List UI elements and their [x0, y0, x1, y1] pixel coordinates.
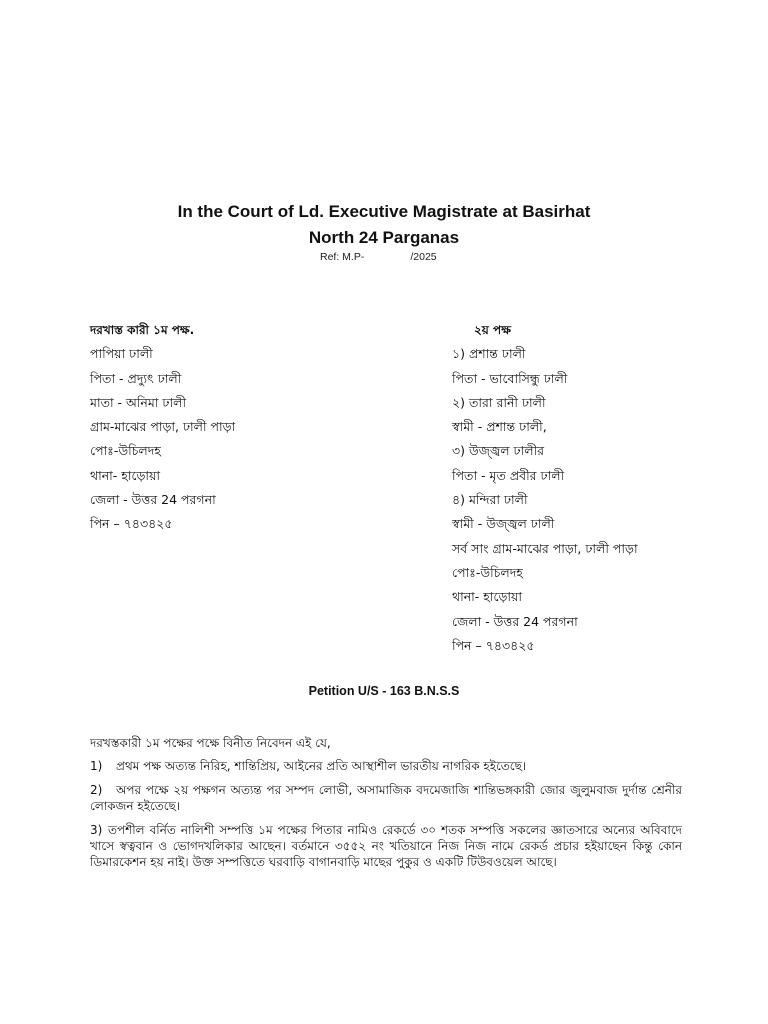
petition-paragraph-2: [90, 782, 682, 814]
paragraph-number: 2): [90, 783, 103, 797]
second-party-line: স্বামী - প্রশান্ত ঢালী,: [452, 419, 547, 435]
ref-suffix: /2025: [410, 251, 437, 263]
petition-intro: দরখস্তকারী ১ম পক্ষের পক্ষে বিনীত নিবেদন এই যে,: [90, 736, 331, 750]
first-party-line: পোঃ-উচিলদহ: [90, 443, 161, 459]
paragraph-number: 1): [90, 759, 103, 773]
second-party-block: [452, 318, 742, 658]
first-party-line: থানা- হাড়োয়া: [90, 467, 161, 483]
paragraph-text: প্রথম পক্ষ অত্যন্ত নিরিহ, শান্তিপ্রিয়, আইনের প্রতি আস্থাশীল ভারতীয় নাগরিক হইতেছে।: [116, 759, 527, 773]
second-party-line: পোঃ-উচিলদহ: [452, 564, 523, 580]
second-party-line: ১) প্রশান্ত ঢালী: [452, 346, 526, 362]
second-party-line: ৩) উজ্জ্বল ঢালীর: [452, 443, 545, 459]
second-party-line: স্বামী - উজ্জ্বল ঢালী: [452, 516, 555, 532]
second-party-line: সর্ব সাং গ্রাম-মাঝের পাড়া, ঢালী পাড়া: [452, 540, 638, 556]
first-party-line: মাতা - অনিমা ঢালী: [90, 394, 187, 410]
second-party-line: ২) তারা রানী ঢালী: [452, 394, 546, 410]
second-party-line: পিতা - মৃত প্রবীর ঢালী: [452, 467, 565, 483]
ref-prefix: Ref: M.P-: [320, 251, 365, 263]
paragraph-text: অপর পক্ষে ২য় পক্ষগন অত্যন্ত পর সম্পদ লোভী, অসামাজিক বদমেজাজি শান্তিভঙ্গকারী জোর জুলুমবাজ দুর্দান্ত শ্রেনীর লোকজন হইতেছে।: [90, 783, 682, 813]
first-party-line: পাপিয়া ঢালী: [90, 346, 153, 362]
court-title: In the Court of Ld. Executive Magistrate at Basirhat: [177, 202, 591, 221]
court-district: North 24 Parganas: [308, 228, 460, 247]
first-party-heading: দরখাস্ত কারী ১ম পক্ষ.: [90, 323, 195, 337]
second-party-line: থানা- হাড়োয়া: [452, 589, 523, 605]
first-party-line: পিন – ৭৪৩৪২৫: [90, 516, 173, 532]
reference-number: [320, 251, 437, 263]
petition-body: [90, 735, 682, 878]
second-party-line: ৪) মন্দিরা ঢালী: [452, 492, 528, 508]
petition-title: Petition U/S - 163 B.N.S.S: [308, 684, 460, 698]
second-party-line: পিন – ৭৪৩৪২৫: [452, 637, 535, 653]
second-party-line: জেলা - উত্তর 24 পরগনা: [452, 613, 578, 629]
paragraph-number: 3): [90, 823, 103, 837]
second-party-heading: ২য় পক্ষ: [474, 323, 511, 337]
first-party-line: জেলা - উত্তর 24 পরগনা: [90, 492, 216, 508]
first-party-block: [90, 318, 410, 537]
first-party-line: পিতা - প্রদ্যুৎ ঢালী: [90, 370, 182, 386]
petition-paragraph-3: [90, 822, 682, 870]
first-party-line: গ্রাম-মাঝের পাড়া, ঢালী পাড়া: [90, 419, 236, 435]
paragraph-text: তপশীল বর্নিত নালিশী সম্পত্তি ১ম পক্ষের পিতার নামিও রেকর্ডে ৩০ শতক সম্পত্তি সকলের জ্ঞাতসারে অন্যের অবিবাদে খাসে স্বত্ববান ও ভোগদখলিকার আছেন। বর্তমানে ৩৫৫২ নং খতিয়ানে নিজ নিজ নামে রেকর্ড প্রচার হইয়াছেন কিন্তু কোন ডিমারকেশন হয় নাই। উক্ত সম্পত্তিতে ঘরবাড়ি বাগানবাড়ি মাছের পুকুর ও একটি টিউবওয়েল আছে।: [90, 823, 682, 869]
second-party-line: পিতা - ভাবোসিন্ধু ঢালী: [452, 370, 568, 386]
petition-paragraph-1: [90, 758, 682, 774]
